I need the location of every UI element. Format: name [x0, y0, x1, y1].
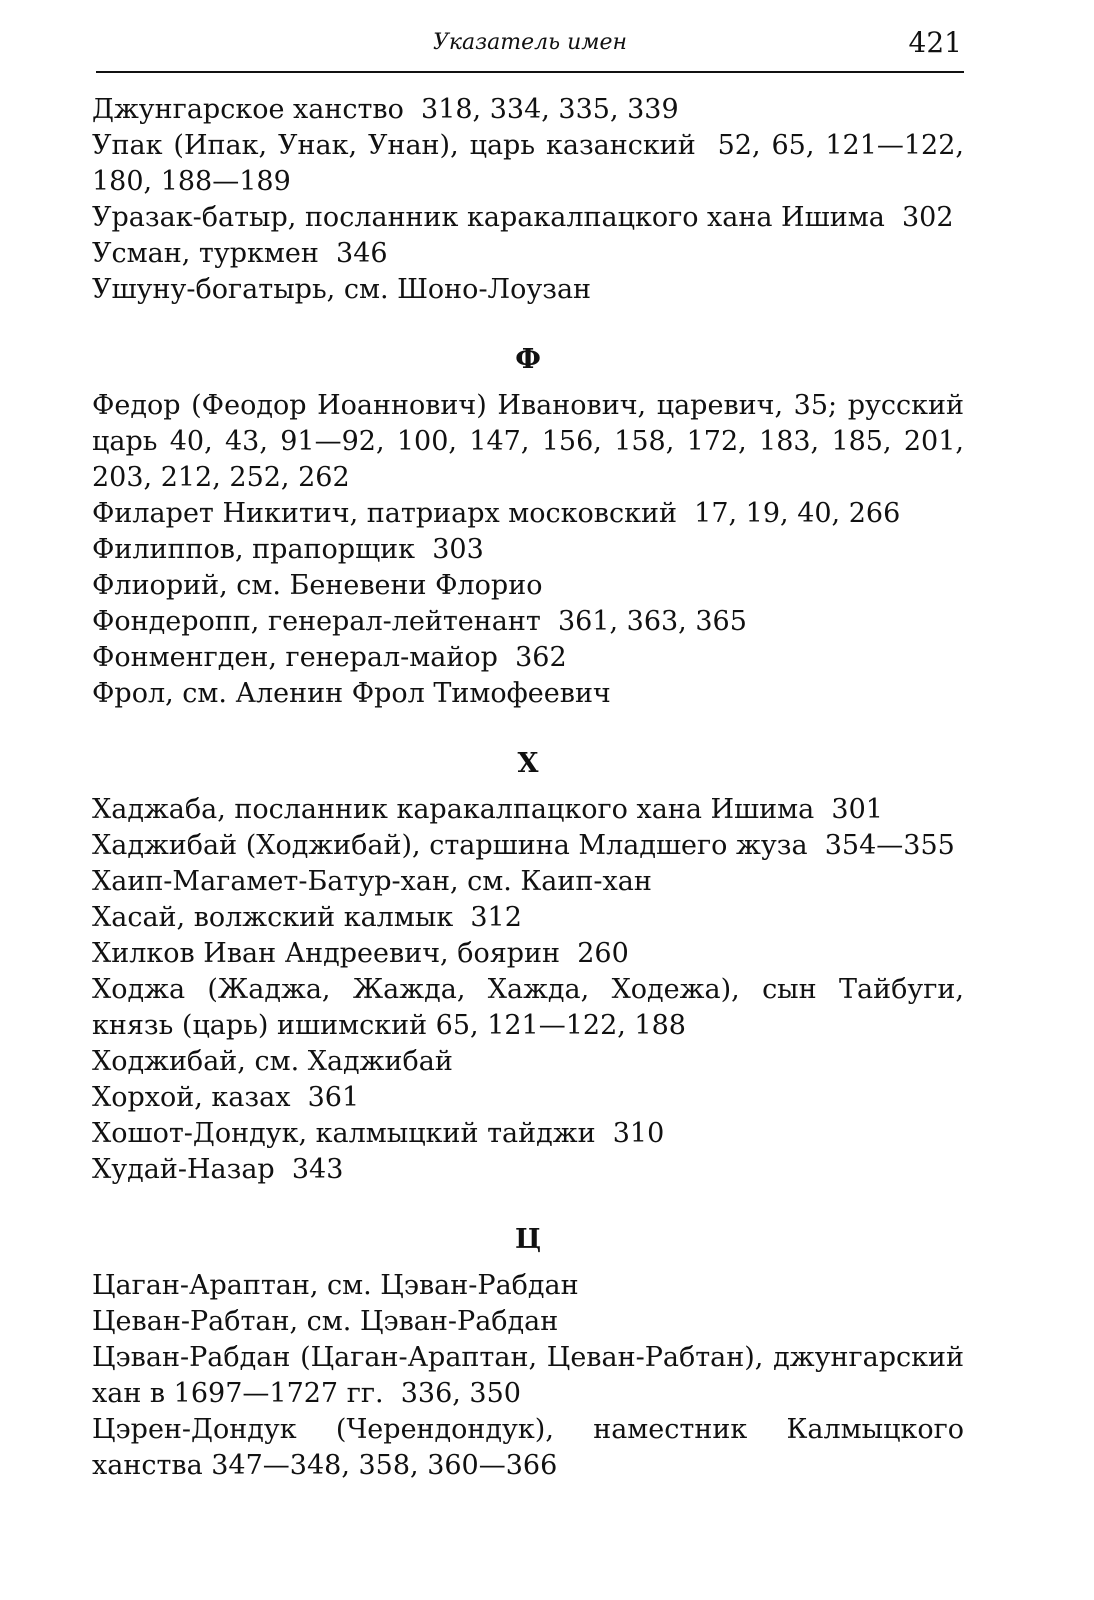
index-entry: Федор (Феодор Иоаннович) Иванович, царевич, 35; русский царь 40, 43, 91—92, 100, 147, 156, 158, 172, 183, 185, 201, 203, 212, 252, 262 [92, 390, 973, 493]
header-rule [96, 71, 964, 73]
section-letter-heading: Ф [515, 344, 541, 375]
index-entry: Хасай, волжский калмык 312 [92, 902, 522, 933]
index-section-kh [92, 746, 973, 1188]
index-entry: Фонменгден, генерал-майор 362 [92, 642, 567, 673]
index-entry: Цаган-Араптан, см. Цэван-Рабдан [92, 1270, 579, 1301]
index-entry: Хилков Иван Андреевич, боярин 260 [92, 938, 629, 969]
index-entry: Хаджибай (Ходжибай), старшина Младшего жуза 354—355 [92, 830, 955, 861]
index-entry: Хошот-Дондук, калмыцкий тайджи 310 [92, 1118, 665, 1149]
index-entry: Цэван-Рабдан (Цаган-Араптан, Цеван-Рабтан), джунгарский хан в 1697—1727 гг. 336, 350 [92, 1342, 973, 1409]
index-entry: Упак (Ипак, Унак, Унан), царь казанский 52, 65, 121—122, 180, 188—189 [92, 130, 973, 197]
page-number: 421 [908, 26, 962, 59]
index-section-ts [92, 1222, 973, 1484]
index-entry: Хаджаба, посланник каракалпацкого хана Ишима 301 [92, 794, 883, 825]
running-title: Указатель имен [432, 30, 628, 55]
index-section-continued [92, 92, 973, 308]
index-entry: Джунгарское ханство 318, 334, 335, 339 [92, 94, 679, 125]
index-entry: Худай-Назар 343 [92, 1154, 344, 1185]
section-letter-heading: Ц [514, 1224, 542, 1255]
index-entry: Филиппов, прапорщик 303 [92, 534, 484, 565]
index-entry: Флиорий, см. Беневени Флорио [92, 570, 543, 601]
index-entry: Фрол, см. Аленин Фрол Тимофеевич [92, 678, 611, 709]
index-entry: Ушуну-богатырь, см. Шоно-Лоузан [92, 274, 592, 305]
index-section-f [92, 342, 973, 712]
running-head [96, 22, 964, 70]
name-index [92, 92, 973, 1484]
index-entry: Цеван-Рабтан, см. Цэван-Рабдан [92, 1306, 559, 1337]
index-entry: Уразак-батыр, посланник каракалпацкого хана Ишима 302 [92, 202, 954, 233]
index-entry: Ходжа (Жаджа, Жажда, Хажда, Ходежа), сын Тайбуги, князь (царь) ишимский 65, 121—122, 188 [92, 974, 973, 1041]
index-entry: Усман, туркмен 346 [92, 238, 388, 269]
index-entry: Филарет Никитич, патриарх московский 17, 19, 40, 266 [92, 498, 901, 529]
section-letter-heading: Х [517, 748, 539, 779]
index-entry: Фондеропп, генерал-лейтенант 361, 363, 365 [92, 606, 747, 637]
index-entry: Хорхой, казах 361 [92, 1082, 360, 1113]
index-entry: Хаип-Магамет-Батур-хан, см. Каип-хан [92, 866, 652, 897]
index-entry: Цэрен-Дондук (Черендондук), наместник Калмыцкого ханства 347—348, 358, 360—366 [92, 1414, 973, 1481]
index-entry: Ходжибай, см. Хаджибай [92, 1046, 453, 1077]
